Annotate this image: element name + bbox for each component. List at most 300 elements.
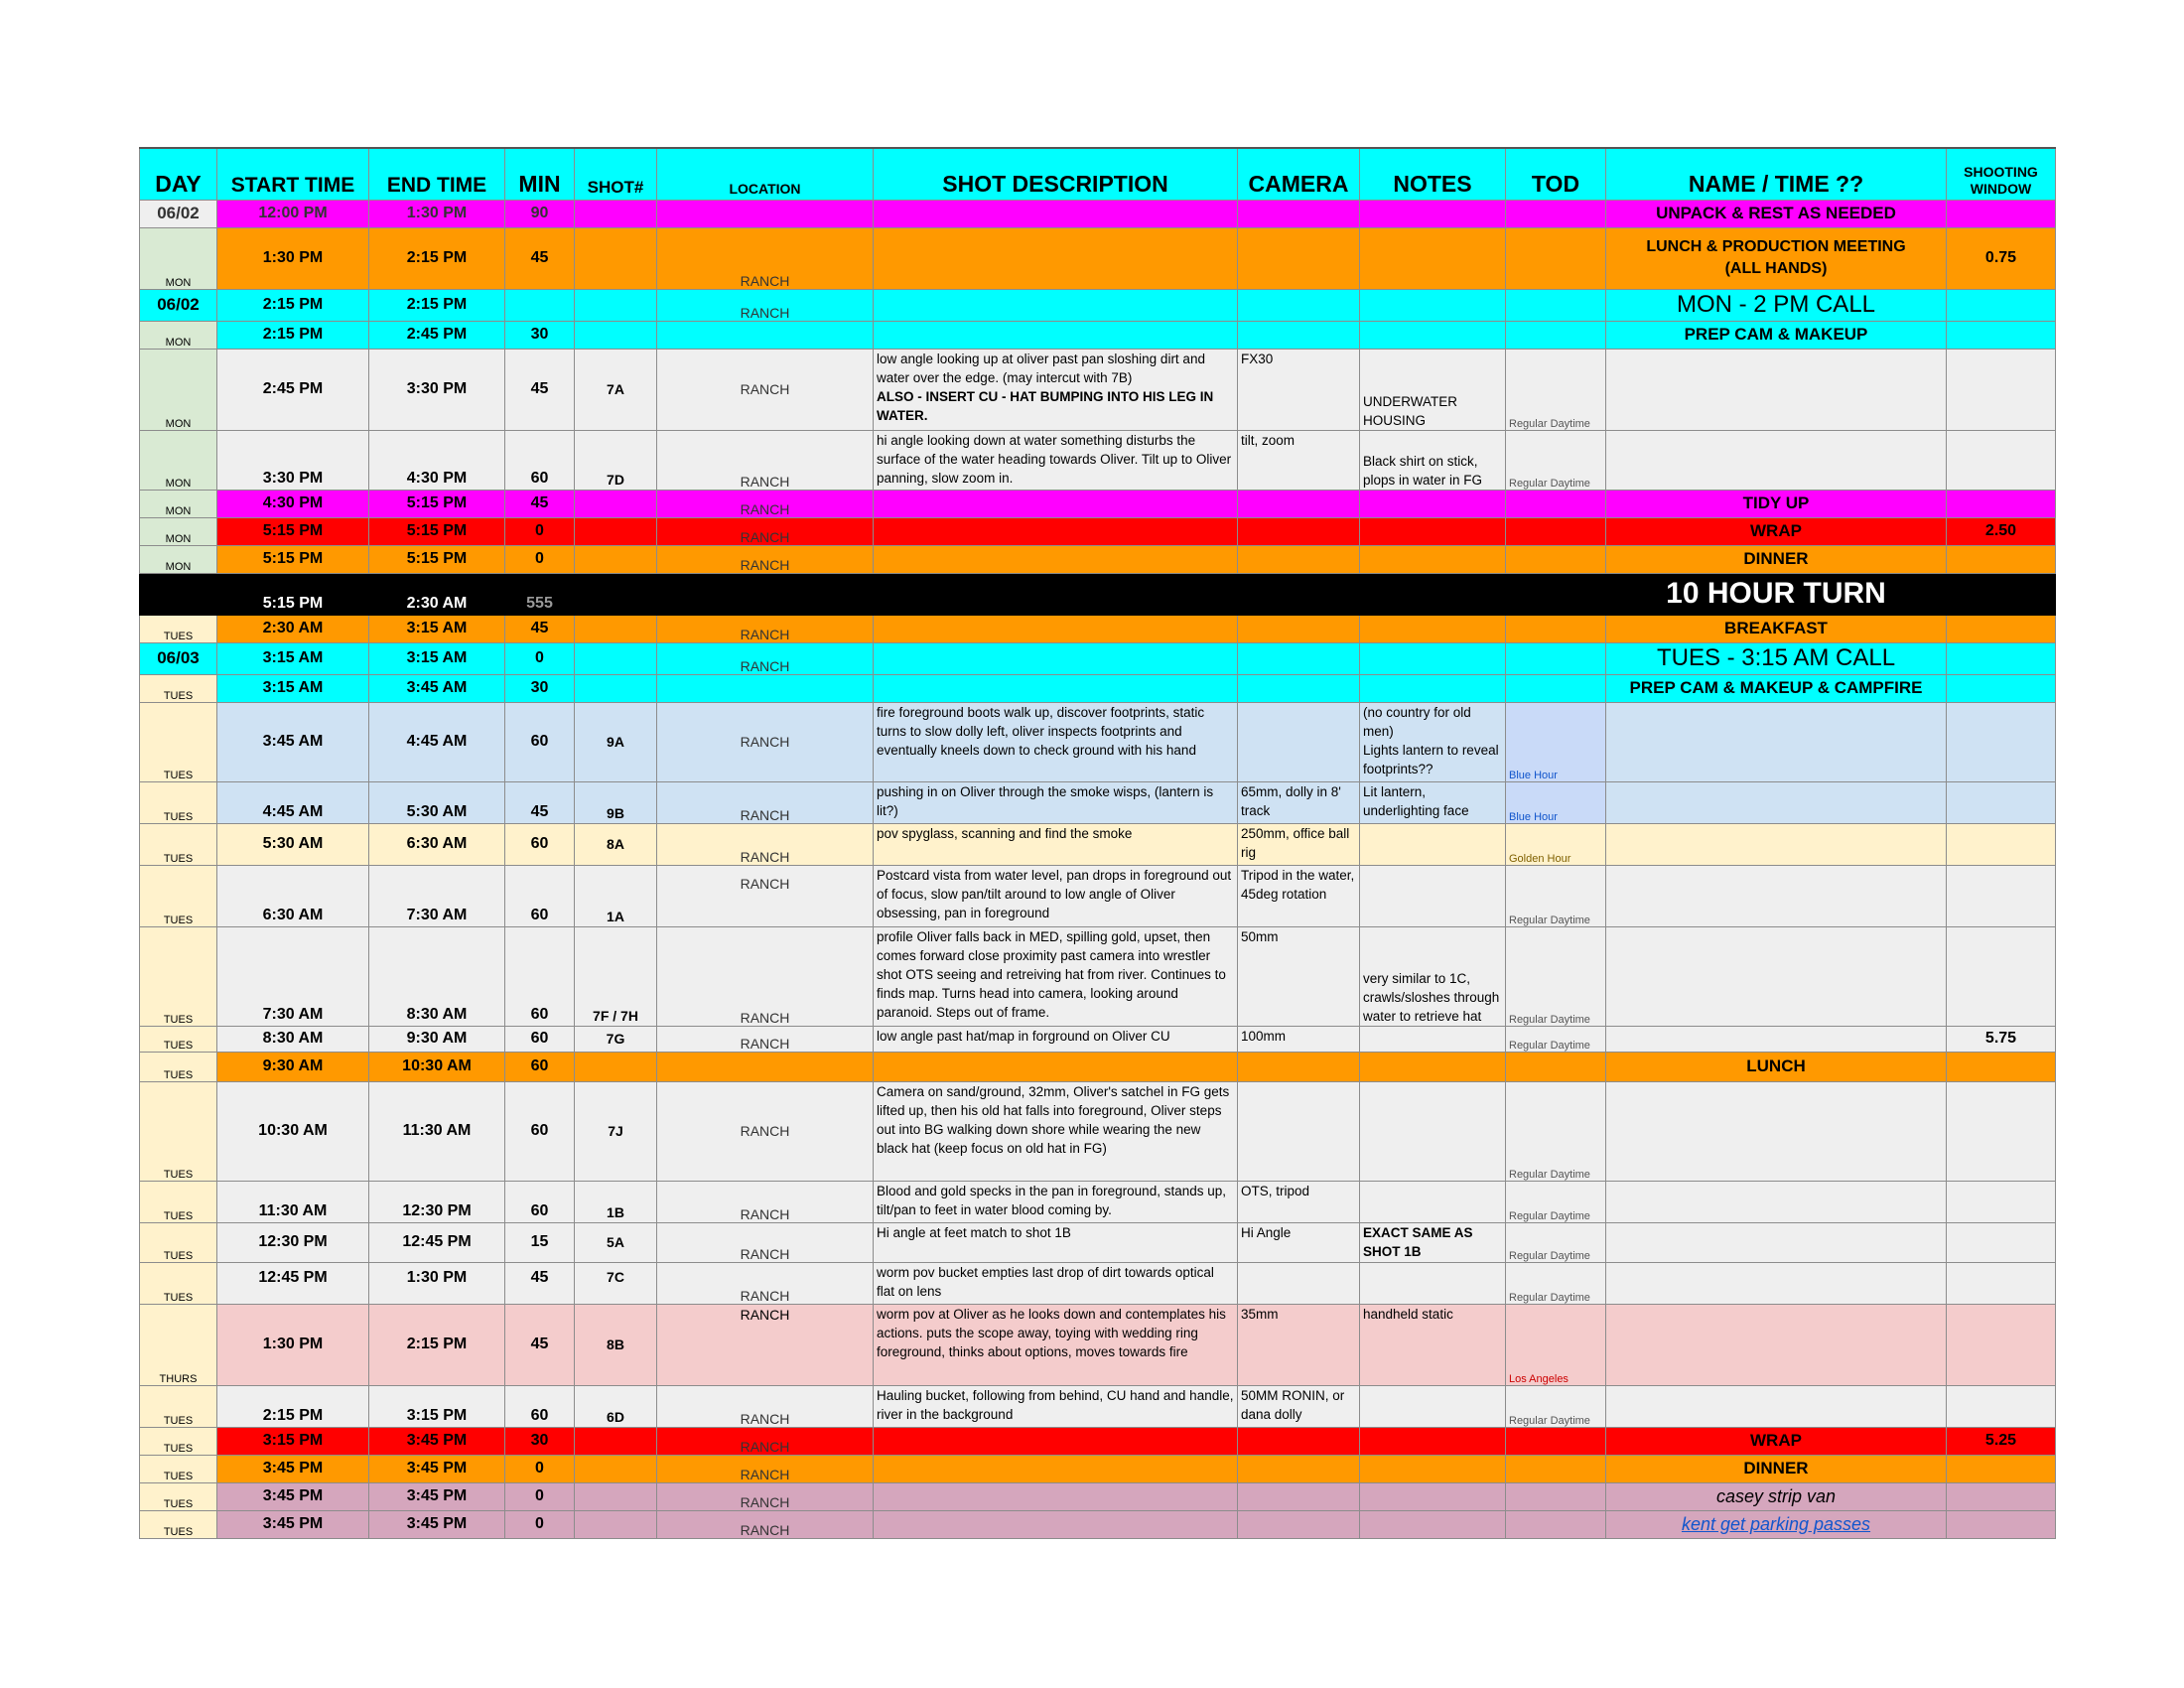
schedule-row <box>140 1482 2056 1510</box>
min-cell: 60 <box>505 1081 575 1181</box>
shot-description-cell <box>874 349 1238 430</box>
min-cell: 45 <box>505 1304 575 1385</box>
day-cell: TUES <box>140 702 217 781</box>
min-cell: 0 <box>505 1482 575 1510</box>
shooting-window-cell <box>1947 1482 2056 1510</box>
start-time-cell: 4:45 AM <box>217 781 369 823</box>
schedule-row <box>140 321 2056 349</box>
header-min: MIN <box>505 148 575 200</box>
location-cell <box>657 321 874 349</box>
header-shot: SHOT# <box>575 148 657 200</box>
min-cell: 60 <box>505 865 575 926</box>
notes-cell <box>1360 321 1506 349</box>
end-time-cell: 11:30 AM <box>369 1081 505 1181</box>
shot-number-cell: 7C <box>575 1262 657 1304</box>
day-cell: TUES <box>140 781 217 823</box>
tod-cell: Blue Hour <box>1506 702 1606 781</box>
name-time-cell <box>1606 1181 1947 1222</box>
location-cell: RANCH <box>657 1482 874 1510</box>
end-time-cell: 4:30 PM <box>369 430 505 490</box>
location-cell: RANCH <box>657 1385 874 1427</box>
name-time-cell <box>1606 781 1947 823</box>
shot-number-cell <box>575 289 657 321</box>
start-time-cell: 10:30 AM <box>217 1081 369 1181</box>
camera-cell <box>1238 1262 1360 1304</box>
camera-cell <box>1238 1081 1360 1181</box>
start-time-cell: 8:30 AM <box>217 1026 369 1052</box>
shot-description-cell: Postcard vista from water level, pan drops in foreground out of focus, slow pan/tilt around to low angle of Oliver obsessing, pan in foreground <box>874 865 1238 926</box>
day-cell: TUES <box>140 1052 217 1081</box>
shooting-window-cell <box>1947 702 2056 781</box>
min-cell: 45 <box>505 1262 575 1304</box>
schedule-row <box>140 1081 2056 1181</box>
day-cell: MON <box>140 545 217 573</box>
shot-number-cell <box>575 1052 657 1081</box>
camera-cell: 100mm <box>1238 1026 1360 1052</box>
end-time-cell: 1:30 PM <box>369 200 505 227</box>
day-cell: TUES <box>140 1385 217 1427</box>
camera-cell <box>1238 517 1360 545</box>
min-cell: 45 <box>505 615 575 642</box>
camera-cell: 50mm <box>1238 926 1360 1026</box>
camera-cell: Hi Angle <box>1238 1222 1360 1262</box>
shooting-window-cell: 5.25 <box>1947 1427 2056 1455</box>
shooting-window-cell <box>1947 430 2056 490</box>
name-time-cell <box>1606 1385 1947 1427</box>
day-cell: TUES <box>140 1427 217 1455</box>
day-cell: MON <box>140 490 217 517</box>
tod-cell: Regular Daytime <box>1506 349 1606 430</box>
header-row <box>140 148 2056 200</box>
min-cell: 555 <box>505 573 575 615</box>
day-cell: TUES <box>140 1455 217 1482</box>
header-shot-description: SHOT DESCRIPTION <box>874 148 1238 200</box>
name-time-cell <box>1606 823 1947 865</box>
shot-number-cell <box>575 1510 657 1538</box>
camera-cell <box>1238 1482 1360 1510</box>
shot-description-cell <box>874 227 1238 289</box>
end-time-cell: 3:45 AM <box>369 674 505 702</box>
shot-number-cell <box>575 615 657 642</box>
shooting-window-cell <box>1947 1222 2056 1262</box>
schedule-row <box>140 615 2056 642</box>
end-time-cell: 5:15 PM <box>369 517 505 545</box>
shooting-window-cell <box>1947 1385 2056 1427</box>
shot-number-cell: 7J <box>575 1081 657 1181</box>
end-time-cell: 1:30 PM <box>369 1262 505 1304</box>
camera-cell <box>1238 200 1360 227</box>
shot-description-cell: worm pov bucket empties last drop of dirt towards optical flat on lens <box>874 1262 1238 1304</box>
schedule-row <box>140 573 2056 615</box>
shooting-window-cell: 0.75 <box>1947 227 2056 289</box>
header-start-time: START TIME <box>217 148 369 200</box>
shot-number-cell: 1B <box>575 1181 657 1222</box>
notes-cell <box>1360 1181 1506 1222</box>
location-cell: RANCH <box>657 430 874 490</box>
camera-cell <box>1238 1052 1360 1081</box>
start-time-cell: 5:15 PM <box>217 517 369 545</box>
shot-description-cell <box>874 517 1238 545</box>
location-cell: RANCH <box>657 289 874 321</box>
notes-cell: very similar to 1C, crawls/sloshes through water to retrieve hat <box>1360 926 1506 1026</box>
min-cell: 15 <box>505 1222 575 1262</box>
location-cell <box>657 1052 874 1081</box>
schedule-row <box>140 865 2056 926</box>
end-time-cell: 2:30 AM <box>369 573 505 615</box>
location-cell: RANCH <box>657 517 874 545</box>
min-cell: 60 <box>505 1026 575 1052</box>
name-time-cell: casey strip van <box>1606 1482 1947 1510</box>
min-cell: 0 <box>505 1510 575 1538</box>
shot-description-cell: fire foreground boots walk up, discover footprints, static turns to slow dolly left, oliver inspects footprints and eventually kneels down to check ground with his hand <box>874 702 1238 781</box>
day-cell: MON <box>140 227 217 289</box>
name-time-cell: PREP CAM & MAKEUP & CAMPFIRE <box>1606 674 1947 702</box>
location-cell: RANCH <box>657 1510 874 1538</box>
name-time-cell: TUES - 3:15 AM CALL <box>1606 642 1947 674</box>
location-cell <box>657 674 874 702</box>
name-time-cell <box>1606 1026 1947 1052</box>
camera-cell: Tripod in the water, 45deg rotation <box>1238 865 1360 926</box>
camera-cell: 250mm, office ball rig <box>1238 823 1360 865</box>
name-time-cell <box>1606 1081 1947 1181</box>
schedule-row <box>140 490 2056 517</box>
tod-cell <box>1506 490 1606 517</box>
end-time-cell: 2:45 PM <box>369 321 505 349</box>
schedule-row <box>140 1385 2056 1427</box>
camera-cell: FX30 <box>1238 349 1360 430</box>
tod-cell <box>1506 289 1606 321</box>
shot-description-cell: pov spyglass, scanning and find the smoke <box>874 823 1238 865</box>
name-time-cell <box>1606 430 1947 490</box>
name-time-cell <box>1606 1222 1947 1262</box>
notes-cell <box>1360 865 1506 926</box>
notes-cell <box>1360 642 1506 674</box>
start-time-cell: 3:45 PM <box>217 1455 369 1482</box>
min-cell: 45 <box>505 227 575 289</box>
shot-number-cell <box>575 517 657 545</box>
shot-description-cell: Camera on sand/ground, 32mm, Oliver's satchel in FG gets lifted up, then his old hat falls into foreground, Oliver steps out into BG walking down shore while wearing the new black hat (keep focus on old hat in FG) <box>874 1081 1238 1181</box>
end-time-cell: 5:15 PM <box>369 545 505 573</box>
name-time-cell <box>1606 926 1947 1026</box>
end-time-cell: 4:45 AM <box>369 702 505 781</box>
name-time-cell: WRAP <box>1606 517 1947 545</box>
day-cell: TUES <box>140 865 217 926</box>
start-time-cell: 4:30 PM <box>217 490 369 517</box>
location-cell: RANCH <box>657 1455 874 1482</box>
min-cell: 45 <box>505 781 575 823</box>
min-cell: 60 <box>505 926 575 1026</box>
shot-description-cell: pushing in on Oliver through the smoke wisps, (lantern is lit?) <box>874 781 1238 823</box>
day-cell: TUES <box>140 615 217 642</box>
shot-description-cell: profile Oliver falls back in MED, spilling gold, upset, then comes forward close proximity past camera into wrestler shot OTS seeing and retreiving hat from river. Continues to finds map. Turns head into camera, looking around paranoid. Steps out of frame. <box>874 926 1238 1026</box>
schedule-row <box>140 227 2056 289</box>
day-cell: THURS <box>140 1304 217 1385</box>
notes-cell <box>1360 1026 1506 1052</box>
day-cell: TUES <box>140 1181 217 1222</box>
schedule-row <box>140 430 2056 490</box>
notes-cell <box>1360 1052 1506 1081</box>
shot-description-cell <box>874 642 1238 674</box>
shooting-window-cell <box>1947 349 2056 430</box>
header-location: LOCATION <box>657 148 874 200</box>
notes-cell <box>1360 823 1506 865</box>
tod-cell <box>1506 642 1606 674</box>
day-cell: MON <box>140 517 217 545</box>
schedule-row <box>140 545 2056 573</box>
camera-cell <box>1238 321 1360 349</box>
shot-number-cell <box>575 1455 657 1482</box>
name-time-cell: LUNCH <box>1606 1052 1947 1081</box>
tod-cell: Regular Daytime <box>1506 926 1606 1026</box>
min-cell: 60 <box>505 1181 575 1222</box>
shooting-window-cell <box>1947 545 2056 573</box>
name-time-cell <box>1606 865 1947 926</box>
name-time-cell: DINNER <box>1606 1455 1947 1482</box>
camera-cell: tilt, zoom <box>1238 430 1360 490</box>
tod-cell <box>1506 200 1606 227</box>
notes-cell <box>1360 545 1506 573</box>
min-cell: 60 <box>505 823 575 865</box>
shot-description-insert: ALSO - INSERT CU - HAT BUMPING INTO HIS LEG IN WATER. <box>877 388 1214 423</box>
notes-cell <box>1360 1510 1506 1538</box>
tod-cell <box>1506 1482 1606 1510</box>
schedule-row <box>140 642 2056 674</box>
shooting-window-cell <box>1947 1455 2056 1482</box>
day-cell: 06/02 <box>140 200 217 227</box>
end-time-cell: 8:30 AM <box>369 926 505 1026</box>
tod-cell: Regular Daytime <box>1506 1222 1606 1262</box>
tod-cell: Regular Daytime <box>1506 1026 1606 1052</box>
shooting-window-cell <box>1947 781 2056 823</box>
shot-number-cell: 8B <box>575 1304 657 1385</box>
location-cell: RANCH <box>657 1427 874 1455</box>
name-time-cell <box>1606 349 1947 430</box>
name-time-cell[interactable]: kent get parking passes <box>1606 1510 1947 1538</box>
tod-cell <box>1506 674 1606 702</box>
location-cell: RANCH <box>657 823 874 865</box>
day-cell: TUES <box>140 1510 217 1538</box>
tod-cell: Golden Hour <box>1506 823 1606 865</box>
shooting-window-cell <box>1947 1304 2056 1385</box>
start-time-cell: 2:15 PM <box>217 1385 369 1427</box>
start-time-cell: 1:30 PM <box>217 227 369 289</box>
min-cell: 0 <box>505 517 575 545</box>
camera-cell <box>1238 490 1360 517</box>
header-notes: NOTES <box>1360 148 1506 200</box>
header-end-time: END TIME <box>369 148 505 200</box>
tod-cell <box>1506 227 1606 289</box>
min-cell: 0 <box>505 642 575 674</box>
shooting-window-cell <box>1947 1510 2056 1538</box>
notes-cell: handheld static <box>1360 1304 1506 1385</box>
tod-cell: Regular Daytime <box>1506 1385 1606 1427</box>
shot-number-cell <box>575 200 657 227</box>
min-cell: 45 <box>505 490 575 517</box>
tod-cell <box>1506 1455 1606 1482</box>
header-tod: TOD <box>1506 148 1606 200</box>
shooting-window-cell <box>1947 200 2056 227</box>
end-time-cell: 10:30 AM <box>369 1052 505 1081</box>
shooting-window-cell <box>1947 1081 2056 1181</box>
location-cell: RANCH <box>657 1222 874 1262</box>
shot-number-cell <box>575 321 657 349</box>
shot-number-cell: 7F / 7H <box>575 926 657 1026</box>
location-cell: RANCH <box>657 490 874 517</box>
shot-number-cell <box>575 1427 657 1455</box>
min-cell: 60 <box>505 1385 575 1427</box>
shot-number-cell: 1A <box>575 865 657 926</box>
min-cell: 0 <box>505 1455 575 1482</box>
name-time-cell: MON - 2 PM CALL <box>1606 289 1947 321</box>
camera-cell: 50MM RONIN, or dana dolly <box>1238 1385 1360 1427</box>
notes-cell <box>1360 674 1506 702</box>
day-cell: TUES <box>140 823 217 865</box>
schedule-table <box>139 147 2056 1539</box>
location-cell: RANCH <box>657 926 874 1026</box>
schedule-row <box>140 200 2056 227</box>
name-time-cell <box>1606 1304 1947 1385</box>
tod-cell <box>1506 1427 1606 1455</box>
schedule-row <box>140 1262 2056 1304</box>
shot-description-cell <box>874 1427 1238 1455</box>
notes-cell <box>1360 517 1506 545</box>
shot-description-cell <box>874 490 1238 517</box>
location-cell: RANCH <box>657 1304 874 1385</box>
camera-cell <box>1238 289 1360 321</box>
shot-number-cell: 9A <box>575 702 657 781</box>
start-time-cell: 5:15 PM <box>217 573 369 615</box>
start-time-cell: 3:45 PM <box>217 1482 369 1510</box>
notes-cell <box>1360 1385 1506 1427</box>
notes-cell <box>1360 1081 1506 1181</box>
tod-cell <box>1506 321 1606 349</box>
start-time-cell: 7:30 AM <box>217 926 369 1026</box>
camera-cell <box>1238 1427 1360 1455</box>
notes-cell <box>1360 615 1506 642</box>
shot-description-cell <box>874 1052 1238 1081</box>
min-cell: 45 <box>505 349 575 430</box>
start-time-cell: 12:45 PM <box>217 1262 369 1304</box>
shooting-window-cell: 2.50 <box>1947 517 2056 545</box>
tod-cell: Regular Daytime <box>1506 430 1606 490</box>
location-cell <box>657 573 874 615</box>
min-cell: 60 <box>505 1052 575 1081</box>
end-time-cell: 3:45 PM <box>369 1510 505 1538</box>
min-cell: 30 <box>505 674 575 702</box>
start-time-cell: 5:30 AM <box>217 823 369 865</box>
shot-number-cell: 7A <box>575 349 657 430</box>
location-cell: RANCH <box>657 615 874 642</box>
schedule-row <box>140 1304 2056 1385</box>
start-time-cell: 3:15 AM <box>217 674 369 702</box>
schedule-row <box>140 1026 2056 1052</box>
min-cell: 60 <box>505 702 575 781</box>
tod-cell <box>1506 1052 1606 1081</box>
start-time-cell: 2:15 PM <box>217 321 369 349</box>
end-time-cell: 3:45 PM <box>369 1455 505 1482</box>
notes-cell: EXACT SAME AS SHOT 1B <box>1360 1222 1506 1262</box>
shooting-window-cell <box>1947 865 2056 926</box>
schedule-row <box>140 823 2056 865</box>
name-time-cell: 10 HOUR TURN <box>1606 573 1947 615</box>
schedule-row <box>140 926 2056 1026</box>
min-cell: 30 <box>505 321 575 349</box>
shooting-window-cell <box>1947 289 2056 321</box>
location-cell: RANCH <box>657 1181 874 1222</box>
tod-cell: Regular Daytime <box>1506 1262 1606 1304</box>
camera-cell <box>1238 615 1360 642</box>
camera-cell <box>1238 1455 1360 1482</box>
shot-description-cell: Hi angle at feet match to shot 1B <box>874 1222 1238 1262</box>
day-cell: MON <box>140 321 217 349</box>
tod-cell <box>1506 615 1606 642</box>
shot-description-cell <box>874 289 1238 321</box>
schedule-row <box>140 1181 2056 1222</box>
camera-cell <box>1238 227 1360 289</box>
min-cell <box>505 289 575 321</box>
day-cell: 06/02 <box>140 289 217 321</box>
shooting-window-cell <box>1947 823 2056 865</box>
shot-description-cell <box>874 1510 1238 1538</box>
day-cell: TUES <box>140 1026 217 1052</box>
schedule-row <box>140 349 2056 430</box>
notes-cell <box>1360 1482 1506 1510</box>
location-cell: RANCH <box>657 642 874 674</box>
schedule-row <box>140 1455 2056 1482</box>
shot-number-cell: 9B <box>575 781 657 823</box>
shot-number-cell <box>575 1482 657 1510</box>
schedule-row <box>140 1052 2056 1081</box>
end-time-cell: 7:30 AM <box>369 865 505 926</box>
end-time-cell: 6:30 AM <box>369 823 505 865</box>
location-cell: RANCH <box>657 865 874 926</box>
end-time-cell: 3:15 AM <box>369 642 505 674</box>
shot-number-cell: 7G <box>575 1026 657 1052</box>
shot-number-cell <box>575 490 657 517</box>
header-name-time: NAME / TIME ?? <box>1606 148 1947 200</box>
day-cell <box>140 573 217 615</box>
tod-cell <box>1506 1510 1606 1538</box>
camera-cell <box>1238 642 1360 674</box>
min-cell: 0 <box>505 545 575 573</box>
location-cell: RANCH <box>657 1081 874 1181</box>
start-time-cell: 2:15 PM <box>217 289 369 321</box>
tod-cell: Blue Hour <box>1506 781 1606 823</box>
notes-cell: Lit lantern, underlighting face <box>1360 781 1506 823</box>
start-time-cell: 2:30 AM <box>217 615 369 642</box>
shooting-window-cell <box>1947 674 2056 702</box>
end-time-cell: 3:15 PM <box>369 1385 505 1427</box>
start-time-cell: 1:30 PM <box>217 1304 369 1385</box>
name-time-cell: LUNCH & PRODUCTION MEETING (ALL HANDS) <box>1606 227 1947 289</box>
header-day: DAY <box>140 148 217 200</box>
tod-cell <box>1506 573 1606 615</box>
name-time-cell: DINNER <box>1606 545 1947 573</box>
start-time-cell: 12:30 PM <box>217 1222 369 1262</box>
notes-cell: (no country for old men) Lights lantern to reveal footprints?? <box>1360 702 1506 781</box>
end-time-cell: 12:30 PM <box>369 1181 505 1222</box>
notes-cell <box>1360 490 1506 517</box>
notes-cell: UNDERWATER HOUSING <box>1360 349 1506 430</box>
name-time-cell: TIDY UP <box>1606 490 1947 517</box>
name-time-cell: UNPACK & REST AS NEEDED <box>1606 200 1947 227</box>
shot-description-cell: hi angle looking down at water something disturbs the surface of the water heading towards Oliver. Tilt up to Oliver panning, slow zoom in. <box>874 430 1238 490</box>
camera-cell <box>1238 1510 1360 1538</box>
shot-description-cell <box>874 1482 1238 1510</box>
camera-cell <box>1238 545 1360 573</box>
day-cell: 06/03 <box>140 642 217 674</box>
schedule-row <box>140 1510 2056 1538</box>
